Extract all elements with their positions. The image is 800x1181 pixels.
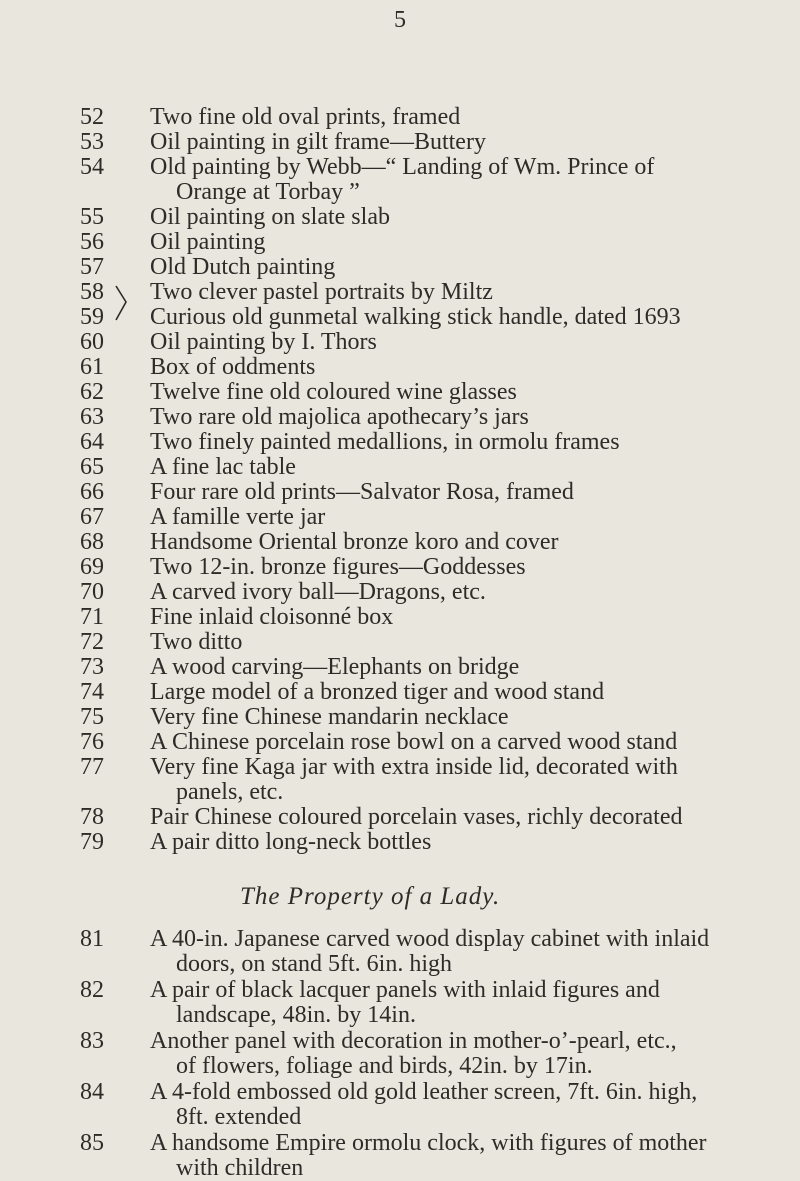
lot-number: 61 — [80, 354, 104, 380]
lot-number: 53 — [80, 129, 104, 155]
lot-description — [150, 927, 790, 977]
lot-description: Oil painting in gilt frame—Buttery — [150, 129, 486, 155]
lot-number: 76 — [80, 729, 104, 755]
lot-number: 60 — [80, 329, 104, 355]
lot-number: 63 — [80, 404, 104, 430]
lot-description: Twelve fine old coloured wine glasses — [150, 379, 517, 405]
lot-description: Two clever pastel portraits by Miltz — [150, 279, 493, 305]
lot-number: 75 — [80, 704, 104, 730]
lot-description: A wood carving—Elephants on bridge — [150, 654, 520, 680]
lot-number: 57 — [80, 254, 104, 280]
lot-description: Two rare old majolica apothecary’s jars — [150, 404, 529, 430]
lot-number: 70 — [80, 579, 104, 605]
lot-description: Oil painting on slate slab — [150, 204, 390, 230]
lot-number: 55 — [80, 204, 104, 230]
lot-description-continuation: with children — [176, 1155, 304, 1181]
lot-description: Large model of a bronzed tiger and wood stand — [150, 679, 605, 705]
lot-description-line: Very fine Kaga jar with extra inside lid, decorated with — [150, 754, 678, 780]
lot-number: 74 — [80, 679, 104, 705]
bracket-mark — [112, 284, 140, 324]
lot-number: 59 — [80, 304, 104, 330]
lot-description — [150, 1029, 790, 1079]
lot-description: Handsome Oriental bronze koro and cover — [150, 529, 559, 555]
lot-description-continuation: 8ft. extended — [176, 1104, 302, 1130]
lot-description: A Chinese porcelain rose bowl on a carved wood stand — [150, 729, 678, 755]
lot-number: 58 — [80, 279, 104, 305]
lot-description: Curious old gunmetal walking stick handle, dated 1693 — [150, 304, 681, 330]
lot-description: Oil painting by I. Thors — [150, 329, 377, 355]
lot-description: Oil painting — [150, 229, 266, 255]
lot-description — [150, 978, 790, 1028]
lot-number: 56 — [80, 229, 104, 255]
lot-description-line: A handsome Empire ormolu clock, with figures of mother — [150, 1130, 707, 1156]
lot-description — [150, 1131, 790, 1181]
lot-description: A fine lac table — [150, 454, 296, 480]
lot-number: 68 — [80, 529, 104, 555]
lot-description — [150, 1080, 790, 1130]
lot-number: 65 — [80, 454, 104, 480]
lot-description: Two finely painted medallions, in ormolu frames — [150, 429, 620, 455]
lot-description: A pair ditto long-neck bottles — [150, 829, 432, 855]
lot-description-continuation: landscape, 48in. by 14in. — [176, 1002, 416, 1028]
lot-description-continuation: of flowers, foliage and birds, 42in. by 17in. — [176, 1053, 593, 1079]
lot-number: 77 — [80, 754, 104, 780]
lot-number: 67 — [80, 504, 104, 530]
lot-description: Fine inlaid cloisonné box — [150, 604, 394, 630]
lot-number: 69 — [80, 554, 104, 580]
lot-description-line: Another panel with decoration in mother-o’-pearl, etc., — [150, 1028, 677, 1054]
lot-number: 79 — [80, 829, 104, 855]
lot-description: A famille verte jar — [150, 504, 326, 530]
lot-number: 62 — [80, 379, 104, 405]
lot-description: Four rare old prints—Salvator Rosa, framed — [150, 479, 574, 505]
lot-description-continuation: Orange at Torbay ” — [176, 179, 360, 205]
lot-number: 83 — [80, 1028, 104, 1054]
lot-description-line: Old painting by Webb—“ Landing of Wm. Prince of — [150, 154, 655, 180]
lot-description: Pair Chinese coloured porcelain vases, richly decorated — [150, 804, 683, 830]
lot-number: 71 — [80, 604, 104, 630]
lot-description-line: A pair of black lacquer panels with inlaid figures and — [150, 977, 660, 1003]
lot-description — [150, 155, 790, 205]
lot-number: 84 — [80, 1079, 104, 1105]
lot-description — [150, 755, 790, 805]
lot-description-line: A 4-fold embossed old gold leather screen, 7ft. 6in. high, — [150, 1079, 698, 1105]
lot-description: Two ditto — [150, 629, 243, 655]
lot-number: 64 — [80, 429, 104, 455]
lot-number: 66 — [80, 479, 104, 505]
lot-number: 78 — [80, 804, 104, 830]
lot-description: Box of oddments — [150, 354, 316, 380]
lot-number: 85 — [80, 1130, 104, 1156]
lot-number: 73 — [80, 654, 104, 680]
lot-number: 54 — [80, 154, 104, 180]
lot-description-line: A 40-in. Japanese carved wood display cabinet with inlaid — [150, 926, 710, 952]
lot-description-continuation: panels, etc. — [176, 779, 284, 805]
lot-description: Two fine old oval prints, framed — [150, 104, 461, 130]
lot-description: Very fine Chinese mandarin necklace — [150, 704, 509, 730]
lot-description: Two 12-in. bronze figures—Goddesses — [150, 554, 526, 580]
lot-number: 72 — [80, 629, 104, 655]
lot-number: 81 — [80, 926, 104, 952]
lot-description-continuation: doors, on stand 5ft. 6in. high — [176, 951, 452, 977]
lot-description: Old Dutch painting — [150, 254, 336, 280]
page-number: 5 — [394, 7, 406, 33]
lot-number: 52 — [80, 104, 104, 130]
lot-description: A carved ivory ball—Dragons, etc. — [150, 579, 486, 605]
lot-number: 82 — [80, 977, 104, 1003]
section-heading: The Property of a Lady. — [240, 883, 501, 910]
